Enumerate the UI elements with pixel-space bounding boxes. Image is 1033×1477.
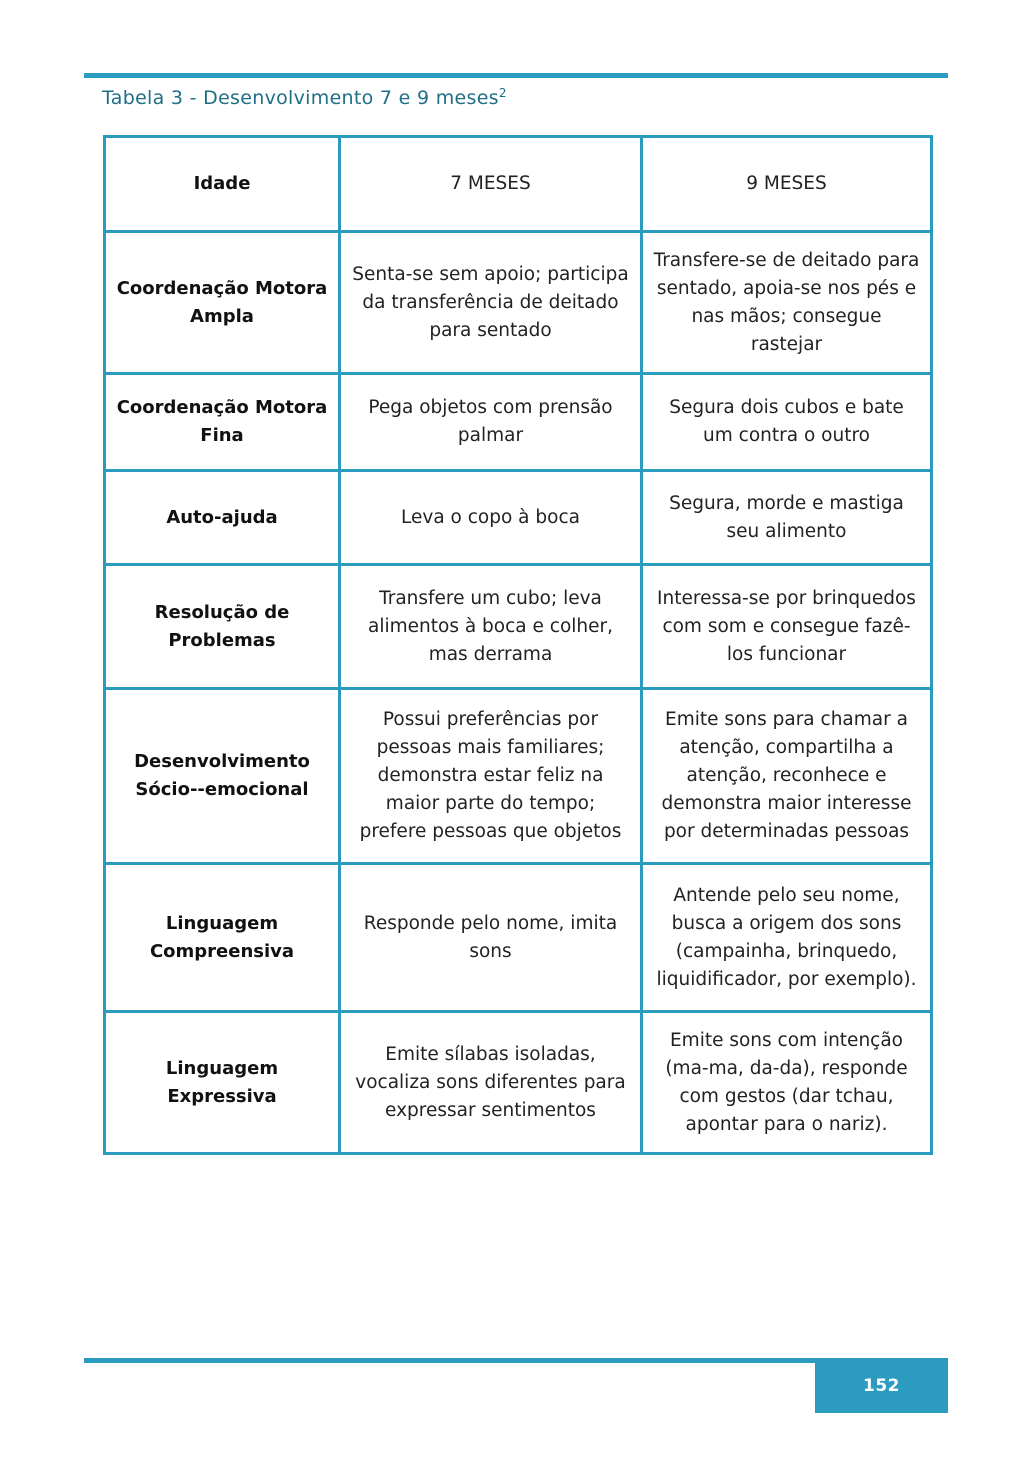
table-row [105,471,932,565]
cell-9-months: Emite sons com intenção (ma-ma, da-da), responde com gestos (dar tchau, apontar para o nariz). [642,1012,932,1154]
caption-text: Tabela 3 - Desenvolvimento 7 e 9 meses [102,87,499,109]
row-label-socio-emotional: Desenvolvimento Sócio--emocional [105,689,340,864]
table-row [105,864,932,1012]
row-label-problem-solving: Resolução de Problemas [105,565,340,689]
table-row [105,232,932,374]
development-table-wrapper [103,135,930,1155]
table-row [105,689,932,864]
cell-9-months: Segura dois cubos e bate um contra o outro [642,374,932,471]
cell-9-months: Transfere-se de deitado para sentado, apoia-se nos pés e nas mãos; consegue rastejar [642,232,932,374]
caption-footnote-ref: 2 [498,86,507,100]
row-label-gross-motor: Coordenação Motora Ampla [105,232,340,374]
cell-7-months: Possui preferências por pessoas mais familiares; demonstra estar feliz na maior parte do tempo; prefere pessoas que objetos [340,689,642,864]
cell-9-months: Segura, morde e mastiga seu alimento [642,471,932,565]
page-number: 152 [815,1358,948,1413]
cell-7-months: Transfere um cubo; leva alimentos à boca e colher, mas derrama [340,565,642,689]
cell-7-months: Emite sílabas isoladas, vocaliza sons diferentes para expressar sentimentos [340,1012,642,1154]
top-rule [84,73,948,78]
table-row [105,565,932,689]
header-age: Idade [105,137,340,232]
cell-7-months: Leva o copo à boca [340,471,642,565]
table-header-row [105,137,932,232]
development-table [103,135,933,1155]
table-row [105,1012,932,1154]
row-label-fine-motor: Coordenação Motora Fina [105,374,340,471]
header-9-months: 9 MESES [642,137,932,232]
row-label-expressive-language: Linguagem Expressiva [105,1012,340,1154]
table-caption [102,86,507,109]
cell-9-months: Antende pelo seu nome, busca a origem dos sons (campainha, brinquedo, liquidificador, por exemplo). [642,864,932,1012]
cell-7-months: Senta-se sem apoio; participa da transferência de deitado para sentado [340,232,642,374]
cell-7-months: Pega objetos com prensão palmar [340,374,642,471]
cell-7-months: Responde pelo nome, imita sons [340,864,642,1012]
row-label-self-help: Auto-ajuda [105,471,340,565]
cell-9-months: Interessa-se por brinquedos com som e consegue fazê-los funcionar [642,565,932,689]
table-row [105,374,932,471]
row-label-receptive-language: Linguagem Compreensiva [105,864,340,1012]
cell-9-months: Emite sons para chamar a atenção, compartilha a atenção, reconhece e demonstra maior interesse por determinadas pessoas [642,689,932,864]
header-7-months: 7 MESES [340,137,642,232]
